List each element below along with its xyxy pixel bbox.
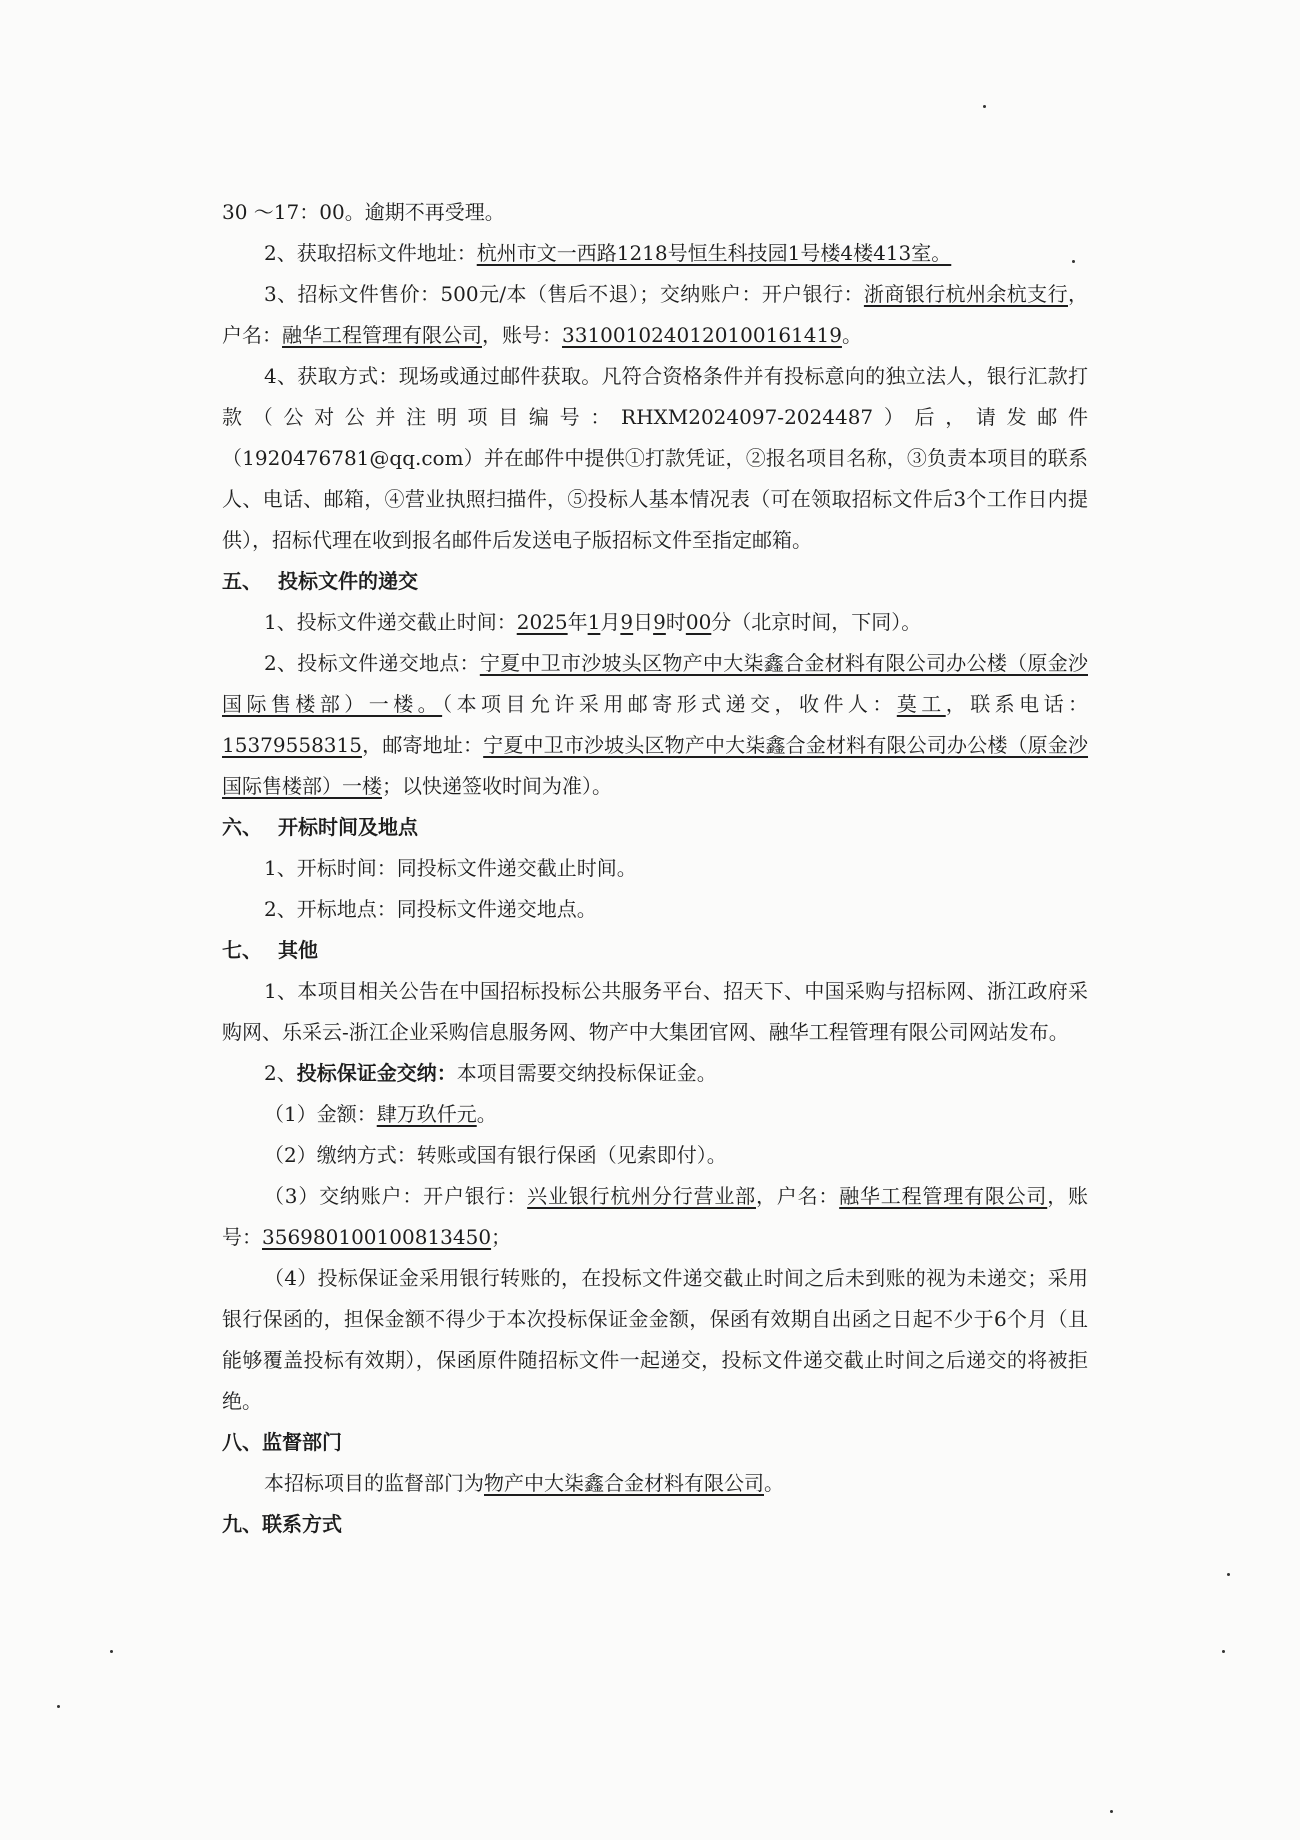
submit-address: 宁夏中卫市沙坡头区物产中大柒鑫合金材料有限公司办公楼（原金沙国际售楼部）一楼。 xyxy=(222,651,1088,716)
account-name: 融华工程管理有限公司 xyxy=(839,1184,1048,1208)
text: ，账号： xyxy=(222,1184,1089,1249)
deadline-day: 9 xyxy=(620,610,634,634)
text: ；以快递签收时间为准）。 xyxy=(382,774,612,798)
text: 月 xyxy=(600,610,621,634)
scan-speck xyxy=(1072,260,1075,263)
address-text: 杭州市文一西路1218号恒生科技园1号楼4楼413室。 xyxy=(476,241,952,265)
text: 2、 xyxy=(264,1061,297,1085)
account-name: 融华工程管理有限公司 xyxy=(282,323,482,347)
heading-9: 九、联系方式 xyxy=(222,1512,342,1536)
para-deposit xyxy=(222,1053,1088,1094)
text: 分（北京时间，下同）。 xyxy=(711,610,922,634)
document-body xyxy=(222,192,1088,1545)
bank-name: 兴业银行杭州分行营业部 xyxy=(527,1184,756,1208)
text: ，联系电话： xyxy=(945,692,1089,716)
scan-speck xyxy=(57,1705,60,1708)
para-deadline xyxy=(222,602,1088,643)
para-price xyxy=(222,274,1088,356)
text: （3）交纳账户：开户银行： xyxy=(264,1184,528,1208)
account-number: 356980100100813450 xyxy=(262,1225,492,1249)
text: 。 xyxy=(764,1471,784,1495)
text: ，户名： xyxy=(222,282,1088,347)
text: 30 ～17：00。逾期不再受理。 xyxy=(222,200,505,224)
text: 年 xyxy=(567,610,588,634)
text: 本项目需要交纳投标保证金。 xyxy=(456,1061,717,1085)
text: 1、投标文件递交截止时间： xyxy=(264,610,517,634)
text: 2、投标文件递交地点： xyxy=(264,651,480,675)
heading-5 xyxy=(222,561,1088,602)
para-method: 4、获取方式：现场或通过邮件获取。凡符合资格条件并有投标意向的独立法人，银行汇款打款（公对公并注明项目编号：RHXM2024097-2024487）后，请发邮件（1920476781@qq.com）并在邮件中提供①打款凭证，②报名项目名称，③负责本项目的联系人、电话、邮箱，④营业执照扫描件，⑤投标人基本情况表（可在领取招标文件后3个工作日内提供），招标代理在收到报名邮件后发送电子版招标文件至指定邮箱。 xyxy=(222,364,1088,552)
account-number: 3310010240120100161419 xyxy=(562,323,842,347)
para-submit-location xyxy=(222,643,1088,807)
mail-address: 宁夏中卫市沙坡头区物产中大柒鑫合金材料有限公司办公楼（原金沙国际售楼部）一楼 xyxy=(222,733,1089,798)
heading-number: 七、 xyxy=(222,938,262,962)
heading-number: 五、 xyxy=(222,569,262,593)
heading-title: 投标文件的递交 xyxy=(278,569,418,593)
para-address xyxy=(222,233,1088,274)
deadline-month: 1 xyxy=(587,610,601,634)
deadline-minute: 00 xyxy=(685,610,712,634)
text: 3、招标文件售价：500元/本（售后不退）；交纳账户：开户银行： xyxy=(264,282,864,306)
heading-7 xyxy=(222,930,1088,971)
para-time-tail xyxy=(222,192,1088,233)
text: ，户名： xyxy=(755,1184,840,1208)
recipient: 莫工 xyxy=(896,692,946,716)
heading-8: 八、监督部门 xyxy=(222,1430,342,1454)
deposit-amount: 肆万玖仟元 xyxy=(376,1102,477,1126)
heading-title: 开标时间及地点 xyxy=(278,815,418,839)
text: 本招标项目的监督部门为 xyxy=(264,1471,484,1495)
deadline-year: 2025 xyxy=(516,610,568,634)
heading-number: 六、 xyxy=(222,815,262,839)
text: （本项目允许采用邮寄形式递交，收件人： xyxy=(442,692,897,716)
scan-speck xyxy=(1110,1810,1113,1813)
para-deposit-rules: （4）投标保证金采用银行转账的，在投标文件递交截止时间之后未到账的视为未递交；采用银行保函的，担保金额不得少于本次投标保证金金额，保函有效期自出函之日起不少于6个月（且能够覆盖投标有效期），保函原件随招标文件一起递交，投标文件递交截止时间之后递交的将被拒绝。 xyxy=(222,1266,1088,1413)
scan-speck xyxy=(983,105,986,108)
heading-6 xyxy=(222,807,1088,848)
text: 时 xyxy=(665,610,686,634)
deadline-hour: 9 xyxy=(653,610,666,634)
text: 。 xyxy=(841,323,862,347)
para-deposit-amount xyxy=(222,1094,1088,1135)
para-deposit-account xyxy=(222,1176,1088,1258)
text: 2、获取招标文件地址： xyxy=(264,241,477,265)
scan-speck xyxy=(1227,1573,1230,1576)
scan-speck xyxy=(110,1650,113,1653)
text: ，账号： xyxy=(482,323,562,347)
para-publish: 1、本项目相关公告在中国招标投标公共服务平台、招天下、中国采购与招标网、浙江政府采购网、乐采云-浙江企业采购信息服务网、物产中大集团官网、融华工程管理有限公司网站发布。 xyxy=(222,979,1088,1044)
text: ； xyxy=(491,1225,512,1249)
scan-speck xyxy=(1222,1650,1225,1653)
heading-title: 其他 xyxy=(278,938,318,962)
para-deposit-method: （2）缴纳方式：转账或国有银行保函（见索即付）。 xyxy=(264,1143,727,1167)
text: （1）金额： xyxy=(264,1102,377,1126)
text: ，邮寄地址： xyxy=(361,733,484,757)
bank-name: 浙商银行杭州余杭支行 xyxy=(863,282,1068,306)
para-supervisor xyxy=(222,1463,1088,1504)
text: 日 xyxy=(633,610,654,634)
phone-number: 15379558315 xyxy=(222,733,362,757)
para-open-place: 2、开标地点：同投标文件递交地点。 xyxy=(264,897,597,921)
para-open-time: 1、开标时间：同投标文件递交截止时间。 xyxy=(264,856,637,880)
deposit-label: 投标保证金交纳： xyxy=(296,1061,457,1085)
supervisor-dept: 物产中大柒鑫合金材料有限公司 xyxy=(484,1471,764,1495)
text: 。 xyxy=(476,1102,497,1126)
